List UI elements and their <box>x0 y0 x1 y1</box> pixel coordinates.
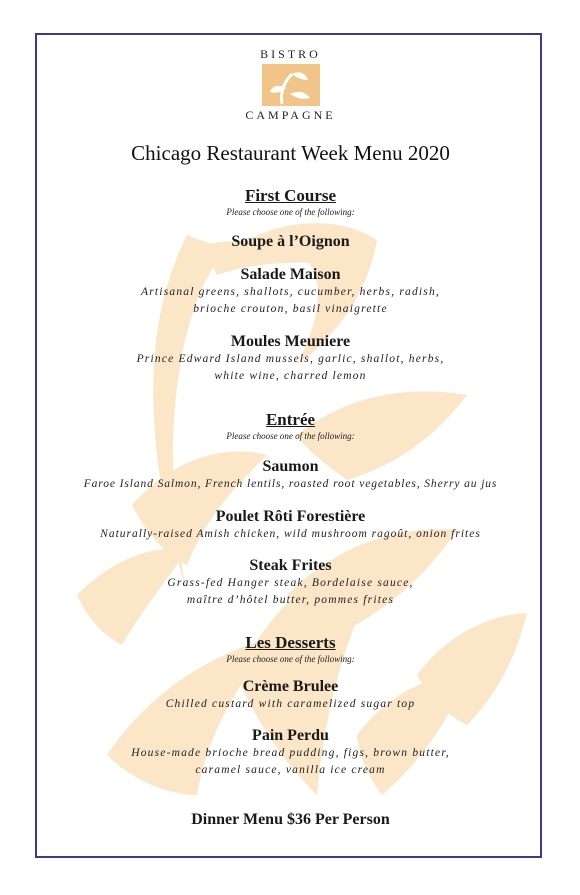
price-text: Dinner Menu $36 Per Person <box>191 811 390 828</box>
dish-moules <box>37 333 542 385</box>
dish-description-line: Artisanal greens, shallots, cucumber, herbs, radish, <box>141 286 440 298</box>
dish-steak <box>37 557 542 609</box>
desserts-section <box>37 633 542 664</box>
dish-pain-perdu <box>37 727 542 779</box>
entree-heading: Entrée <box>265 410 316 429</box>
dish-description-line: Grass-fed Hanger steak, Bordelaise sauce, <box>167 577 414 589</box>
dish-name: Salade Maison <box>240 266 341 283</box>
price-footer <box>37 811 542 829</box>
dish-creme-brulee <box>37 678 542 713</box>
dish-name: Pain Perdu <box>252 727 329 744</box>
first-course-heading: First Course <box>244 186 337 205</box>
logo-bottom-text: CAMPAGNE <box>245 108 336 122</box>
dish-name: Saumon <box>262 458 319 475</box>
dish-saumon <box>37 458 542 493</box>
dish-description-line: Faroe Island Salmon, French lentils, roasted root vegetables, Sherry au jus <box>83 478 498 490</box>
logo-flower-icon <box>262 64 320 106</box>
first-course-section <box>37 186 542 217</box>
dish-soupe <box>37 233 542 251</box>
dish-description-line: white wine, charred lemon <box>214 370 367 382</box>
dish-description-line: Chilled custard with caramelized sugar top <box>165 698 416 710</box>
dish-description-line: caramel sauce, vanilla ice cream <box>195 764 386 776</box>
entree-section <box>37 410 542 441</box>
logo-top-text: BISTRO <box>260 47 321 61</box>
dish-salade <box>37 266 542 318</box>
dish-name: Steak Frites <box>249 557 332 574</box>
dish-name: Soupe à l’Oignon <box>231 233 350 250</box>
dish-name: Moules Meuniere <box>230 333 351 350</box>
dish-description-line: maître d’hôtel butter, pommes frites <box>186 594 395 606</box>
desserts-heading: Les Desserts <box>245 633 336 652</box>
entree-instruction: Please choose one of the following: <box>226 431 355 441</box>
dish-description-line: brioche crouton, basil vinaigrette <box>193 303 388 315</box>
menu-frame <box>35 33 542 858</box>
dish-description-line: Naturally-raised Amish chicken, wild mushroom ragoût, onion frites <box>100 528 481 540</box>
dish-description-line: House-made brioche bread pudding, figs, brown butter, <box>131 747 450 759</box>
menu-title: Chicago Restaurant Week Menu 2020 <box>131 141 450 165</box>
dish-description-line: Prince Edward Island mussels, garlic, shallot, herbs, <box>136 353 445 365</box>
dish-poulet <box>37 508 542 543</box>
desserts-instruction: Please choose one of the following: <box>226 654 355 664</box>
first-course-instruction: Please choose one of the following: <box>226 207 355 217</box>
dish-name: Crème Brulee <box>242 678 339 695</box>
bistro-logo <box>37 47 542 123</box>
dish-name: Poulet Rôti Forestière <box>215 508 366 525</box>
